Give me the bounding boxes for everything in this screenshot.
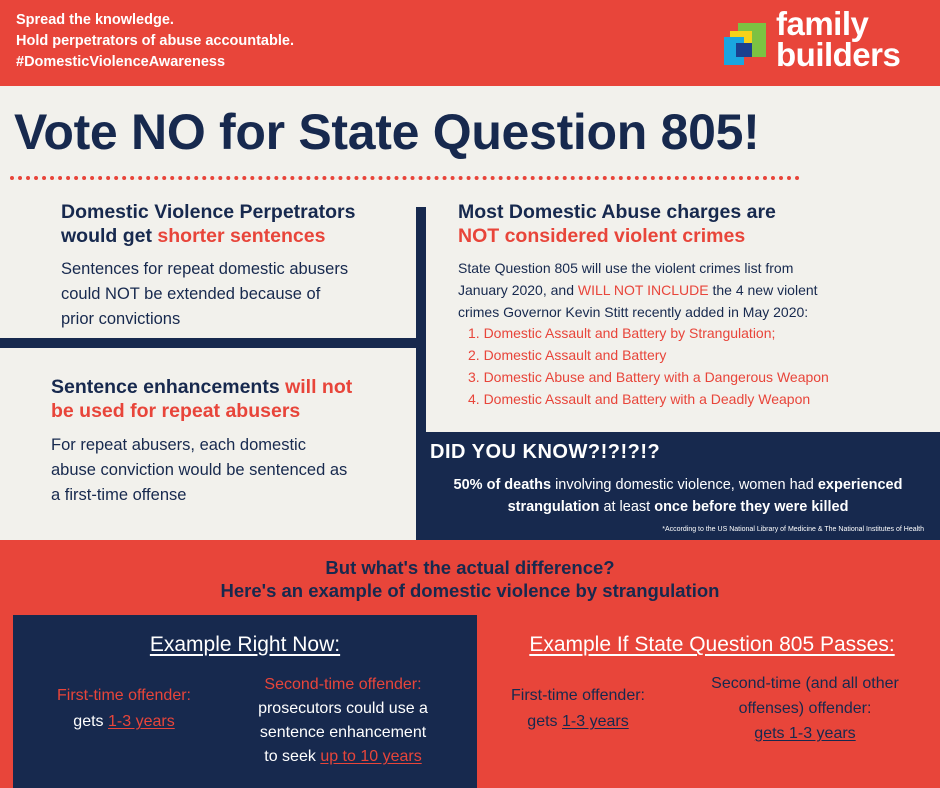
panel2-heading (51, 375, 352, 423)
did-you-know-stat (416, 474, 940, 518)
page-title: Vote NO for State Question 805! (14, 104, 760, 160)
heading-highlight: will not (285, 376, 353, 398)
offender-label: First-time offender: (511, 687, 645, 704)
logo-wordmark (776, 5, 901, 73)
body-line: prior convictions (61, 310, 181, 328)
body-line: prosecutors could use a (258, 700, 428, 717)
heading-highlight: shorter sentences (157, 225, 326, 247)
list-item: 2. Domestic Assault and Battery (468, 347, 667, 363)
panel3-heading (458, 200, 776, 248)
offender-label: First-time offender: (57, 687, 191, 704)
horizontal-divider (0, 338, 416, 348)
tagline-line: Spread the knowledge. (16, 12, 174, 28)
stat-text: at least (603, 499, 651, 515)
body-text: the 4 new violent (712, 282, 818, 298)
stat-text: involving domestic violence, women had (555, 477, 814, 493)
sentence-prefix: gets (527, 713, 558, 730)
example-right-now-box (13, 615, 477, 788)
panel1-body (61, 257, 348, 332)
body-line: a first-time offense (51, 486, 187, 504)
first-offender-passes (490, 683, 666, 735)
sentence-prefix: gets (73, 713, 104, 730)
sentence-prefix: to seek (264, 748, 316, 765)
example-title: Example Right Now: (149, 633, 341, 656)
first-offender-now (19, 683, 229, 735)
second-offender-now (213, 673, 473, 769)
header-tagline (16, 10, 294, 73)
sentence-value: 1-3 years (108, 713, 175, 730)
heading-text: Sentence enhancements (51, 376, 280, 398)
dotted-divider (10, 176, 800, 180)
hashtag: #DomesticViolenceAwareness (16, 54, 226, 70)
sentence-value: 1-3 years (562, 713, 629, 730)
heading-text: Domestic Violence Perpetrators (61, 201, 356, 223)
stat-bold: 50% of deaths (453, 477, 552, 493)
body-line: abuse conviction would be sentenced as (51, 461, 348, 479)
heading-line: But what's the actual difference? (325, 557, 615, 578)
example-title: Example If State Question 805 Passes: (529, 633, 895, 656)
violent-crimes-list (468, 322, 829, 410)
body-line: For repeat abusers, each domestic (51, 436, 306, 454)
example-passes-box (484, 615, 940, 788)
offender-label: offenses) offender: (738, 700, 872, 717)
panel1-heading (61, 200, 355, 248)
body-text: January 2020, and (458, 282, 574, 298)
stat-bold: once before they were killed (654, 499, 849, 515)
heading-highlight: be used for repeat abusers (51, 400, 301, 422)
highlight-text: WILL NOT INCLUDE (577, 282, 709, 298)
difference-heading (0, 556, 940, 602)
stat-bold: experienced (817, 477, 903, 493)
list-item: 3. Domestic Abuse and Battery with a Dangerous Weapon (468, 369, 829, 385)
source-footnote: *According to the US National Library of Medicine & The National Institutes of Health (662, 526, 924, 533)
logo-word: family (776, 5, 869, 42)
list-item: 4. Domestic Assault and Battery with a Deadly Weapon (468, 391, 811, 407)
heading-text: would get (61, 225, 152, 247)
offender-label: Second-time (and all other (711, 675, 899, 692)
panel2-body (51, 433, 347, 508)
vertical-divider (416, 207, 426, 440)
body-line: could NOT be extended because of (61, 285, 321, 303)
body-line: crimes Governor Kevin Stitt recently added in May 2020: (458, 304, 809, 320)
body-line: sentence enhancement (259, 724, 427, 741)
panel3-intro (458, 257, 818, 323)
did-you-know-box (416, 432, 940, 540)
logo-word: builders (776, 36, 901, 73)
stat-bold: strangulation (507, 499, 600, 515)
sentence-value: up to 10 years (320, 748, 422, 765)
body-line: Sentences for repeat domestic abusers (61, 260, 349, 278)
family-builders-logo-icon (722, 21, 768, 67)
tagline-line: Hold perpetrators of abuse accountable. (16, 33, 294, 49)
body-line: State Question 805 will use the violent crimes list from (458, 260, 794, 276)
heading-text: Most Domestic Abuse charges are (458, 201, 776, 223)
list-item: 1. Domestic Assault and Battery by Strangulation; (468, 325, 776, 341)
second-offender-passes (674, 671, 936, 746)
did-you-know-heading: DID YOU KNOW?!?!?!? (430, 441, 661, 463)
sentence-value: gets 1-3 years (754, 725, 856, 742)
offender-label: Second-time offender: (264, 676, 422, 693)
heading-highlight: NOT considered violent crimes (458, 225, 746, 247)
heading-line: Here's an example of domestic violence by strangulation (220, 580, 720, 601)
